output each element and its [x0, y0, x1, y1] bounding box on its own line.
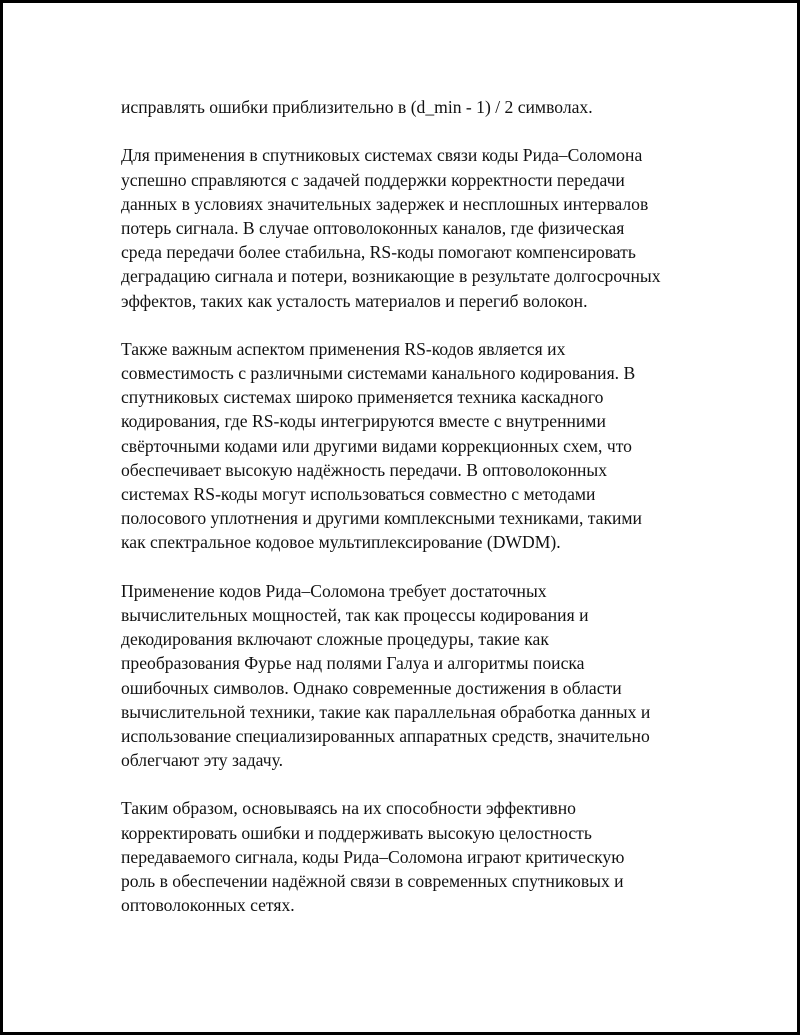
text-line: успешно справляются с задачей поддержки корректности передачи [121, 169, 625, 190]
paragraph-1 [121, 95, 701, 119]
paragraph-5 [121, 796, 701, 917]
text-line: Для применения в спутниковых системах связи коды Рида–Соломона [121, 145, 643, 166]
text-line: облегчают эту задачу. [121, 750, 284, 771]
text-line: декодирования включают сложные процедуры, такие как [121, 629, 549, 650]
text-line: кодирования, где RS-коды интегрируются вместе с внутренними [121, 411, 606, 432]
text-line: совместимость с различными системами канального кодирования. В [121, 363, 636, 384]
document-body [121, 95, 701, 917]
text-line: исправлять ошибки приблизительно в (d_min - 1) / 2 символах. [121, 97, 593, 117]
text-line: вычислительных мощностей, так как процессы кодирования и [121, 604, 589, 625]
paragraph-gap [121, 313, 701, 337]
text-line: Применение кодов Рида–Соломона требует достаточных [121, 580, 547, 601]
text-line: обеспечивает высокую надёжность передачи. В оптоволоконных [121, 459, 608, 480]
paragraph-gap [121, 772, 701, 796]
text-line: как спектральное кодовое мультиплексирование (DWDM). [121, 532, 561, 553]
text-line: Таким образом, основываясь на их способности эффективно [121, 798, 576, 819]
text-line: вычислительной техники, такие как параллельная обработка данных и [121, 701, 651, 722]
text-line: оптоволоконных сетях. [121, 895, 295, 916]
text-line: ошибочных символов. Однако современные достижения в области [121, 677, 622, 698]
text-line: передаваемого сигнала, коды Рида–Соломона играют критическую [121, 846, 625, 867]
paragraph-4 [121, 579, 701, 773]
text-line: Также важным аспектом применения RS-кодов является их [121, 338, 566, 359]
text-line: среда передачи более стабильна, RS-коды помогают компенсировать [121, 242, 636, 263]
text-line: эффектов, таких как усталость материалов и перегиб волокон. [121, 290, 588, 311]
paragraph-gap [121, 555, 701, 579]
text-line: корректировать ошибки и поддерживать высокую целостность [121, 822, 592, 843]
paragraph-2 [121, 143, 701, 312]
text-line: системах RS-коды могут использоваться совместно с методами [121, 484, 596, 504]
text-line: деградацию сигнала и потери, возникающие в результате долгосрочных [121, 266, 661, 287]
text-line: полосового уплотнения и другими комплексными техниками, такими [121, 508, 642, 529]
text-line: данных в условиях значительных задержек и несплошных интервалов [121, 193, 649, 214]
text-line: свёрточными кодами или другими видами коррекционных схем, что [121, 435, 632, 456]
text-line: преобразования Фурье над полями Галуа и алгоритмы поиска [121, 653, 585, 674]
paragraph-gap [121, 119, 701, 143]
text-line: использование специализированных аппаратных средств, значительно [121, 725, 650, 746]
text-line: роль в обеспечении надёжной связи в современных спутниковых и [121, 871, 624, 891]
text-line: потерь сигнала. В случае оптоволоконных каналов, где физическая [121, 217, 625, 238]
text-line: спутниковых системах широко применяется техника каскадного [121, 387, 604, 408]
paragraph-3 [121, 337, 701, 555]
